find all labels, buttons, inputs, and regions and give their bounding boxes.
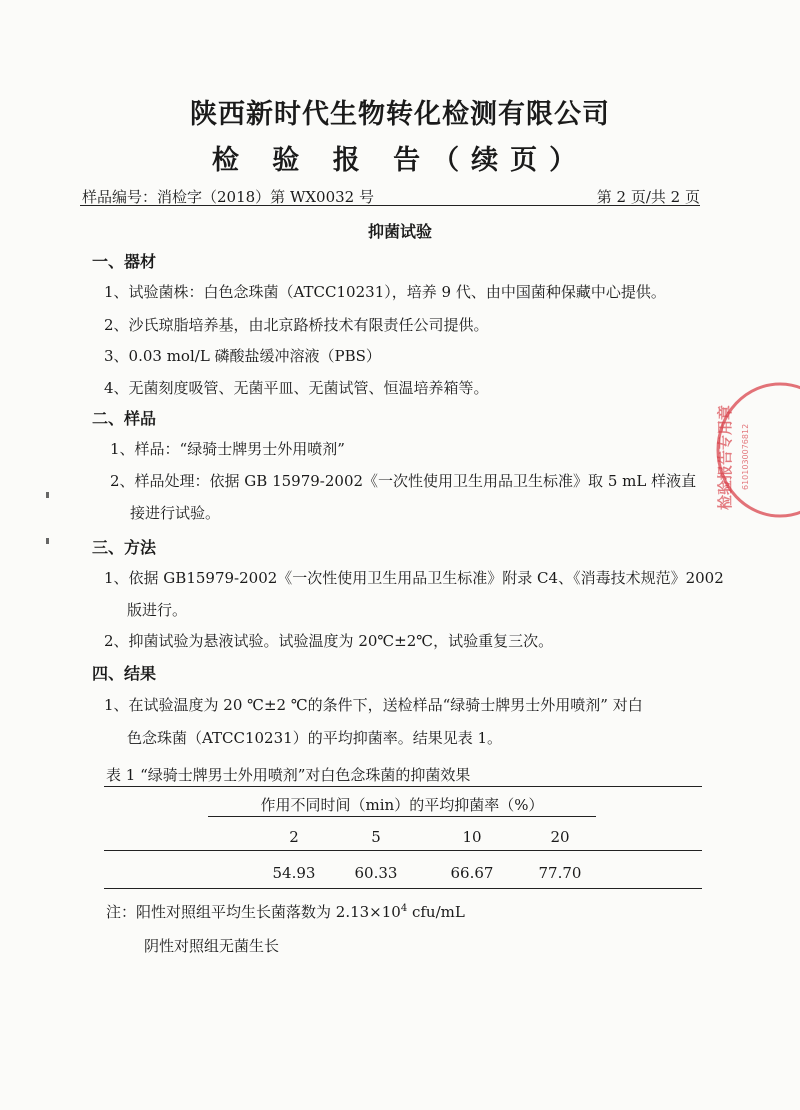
method-heading: 三、方法 [92, 538, 157, 557]
method-item-1-line-2: 版进行。 [127, 601, 188, 619]
page-info: 第 2 页/共 2 页 [596, 188, 700, 206]
method-item-2: 2、抑菌试验为悬液试验。试验温度为 20℃±2℃，试验重复三次。 [104, 632, 554, 650]
company-name: 陕西新时代生物转化检测有限公司 [190, 99, 610, 130]
inspection-seal [700, 380, 800, 520]
note-positive-text: 注：阳性对照组平均生长菌落数为 2.13×10 [106, 903, 401, 921]
equipment-item-1: 1、试验菌株：白色念珠菌（ATCC10231），培养 9 代、由中国菌种保藏中心提供。 [104, 283, 666, 301]
seal-icon [700, 380, 800, 520]
equipment-heading: 一、器材 [92, 252, 157, 271]
table-group-header: 作用不同时间（min）的平均抑菌率（%） [260, 796, 544, 814]
results-heading: 四、结果 [92, 664, 157, 683]
scan-speck [46, 492, 49, 498]
table-header-time: 10 [462, 828, 482, 846]
method-item-1-line-1: 1、依据 GB15979-2002《一次性使用卫生用品卫生标准》附录 C4、《消毒技术规范》2002 [104, 569, 724, 587]
table-header-time: 2 [289, 828, 299, 846]
equipment-item-3: 3、0.03 mol/L 磷酸盐缓冲溶液（PBS） [104, 347, 381, 365]
seal-text: 检验报告专用章 [716, 404, 734, 510]
sample-item-2-line-2: 接进行试验。 [130, 504, 221, 522]
scan-speck [46, 538, 49, 544]
note-positive-control [106, 901, 465, 922]
results-item-1-line-2: 色念珠菌（ATCC10231）的平均抑菌率。结果见表 1。 [127, 729, 503, 747]
table-header-time: 5 [371, 828, 381, 846]
seal-number: 6101030076812 [741, 423, 750, 490]
table-header-rule [104, 850, 702, 851]
sample-heading: 二、样品 [92, 409, 157, 428]
equipment-item-4: 4、无菌刻度吸管、无菌平皿、无菌试管、恒温培养箱等。 [104, 379, 489, 397]
table-top-rule [104, 786, 702, 787]
table-cell-rate: 66.67 [450, 864, 494, 882]
sample-item-2-line-1: 2、样品处理：依据 GB 15979-2002《一次性使用卫生用品卫生标准》取 5 mL 样液直 [110, 472, 697, 490]
equipment-item-2: 2、沙氏琼脂培养基，由北京路桥技术有限责任公司提供。 [104, 316, 489, 334]
note-negative-control: 阴性对照组无菌生长 [144, 937, 280, 955]
report-title: 检 验 报 告（续页） [211, 145, 589, 176]
note-unit: cfu/mL [407, 903, 465, 921]
results-item-1-line-1: 1、在试验温度为 20 ℃±2 ℃的条件下，送检样品“绿骑士牌男士外用喷剂” 对白 [104, 696, 643, 714]
section-title: 抑菌试验 [367, 222, 432, 241]
table-group-rule [208, 816, 596, 817]
table-caption: 表 1 “绿骑士牌男士外用喷剂”对白色念珠菌的抑菌效果 [106, 766, 471, 784]
table-cell-rate: 54.93 [272, 864, 316, 882]
table-cell-rate: 77.70 [538, 864, 582, 882]
sample-number: 样品编号：消检字（2018）第 WX0032 号 [82, 188, 374, 206]
header-rule [80, 205, 700, 206]
sample-item-1: 1、样品：“绿骑士牌男士外用喷剂” [110, 440, 345, 458]
table-header-time: 20 [550, 828, 570, 846]
note-exponent: 4 [400, 903, 408, 914]
table-cell-rate: 60.33 [354, 864, 398, 882]
table-bottom-rule [104, 888, 702, 889]
